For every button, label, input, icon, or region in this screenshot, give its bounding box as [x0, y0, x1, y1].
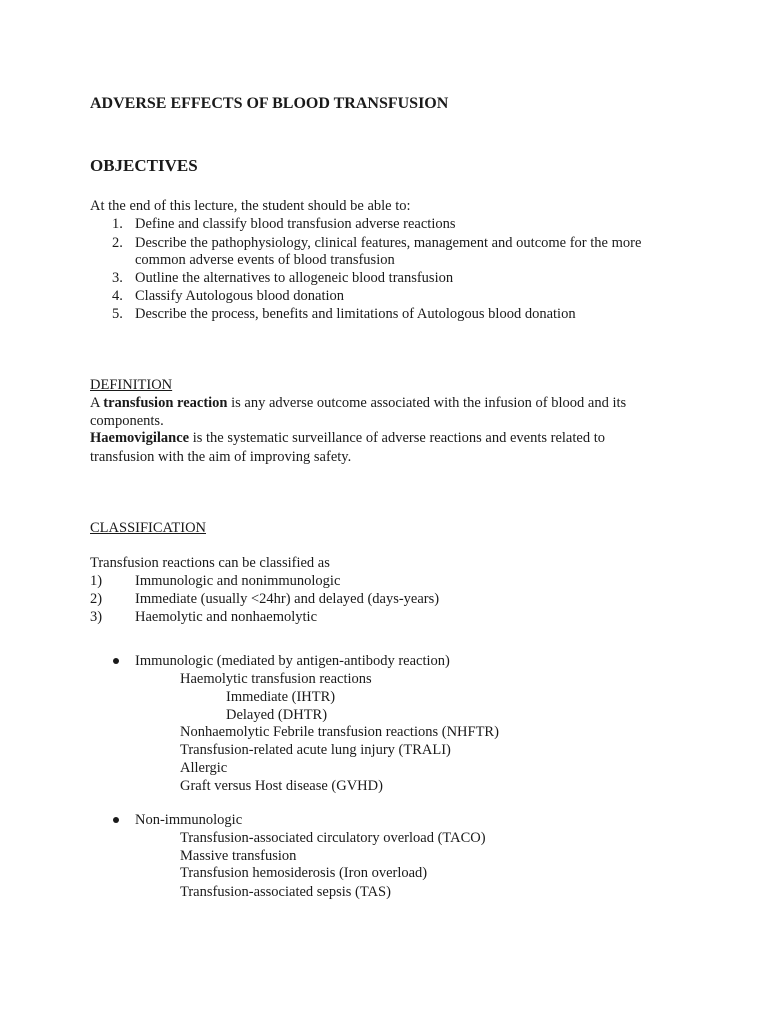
- immunologic-label: Immunologic (mediated by antigen-antibody reaction): [135, 653, 450, 669]
- classification-number: 3): [90, 609, 103, 625]
- definition-line-1: [90, 394, 626, 412]
- classification-text: Haemolytic and nonhaemolytic: [135, 609, 318, 625]
- document-title: ADVERSE EFFECTS OF BLOOD TRANSFUSION: [90, 95, 449, 112]
- nonimmunologic-item: Massive transfusion: [180, 848, 297, 864]
- delayed-dhtr: Delayed (DHTR): [226, 707, 328, 723]
- objective-text: Define and classify blood transfusion adverse reactions: [135, 216, 456, 232]
- definition-heading: DEFINITION: [90, 377, 173, 393]
- objective-number: 5.: [112, 306, 123, 322]
- nonimmunologic-item: Transfusion-associated sepsis (TAS): [180, 884, 391, 900]
- term-transfusion-reaction: transfusion reaction: [103, 395, 228, 411]
- definition-line-4: transfusion with the aim of improving safety.: [90, 449, 352, 465]
- classification-number: 2): [90, 591, 103, 607]
- immunologic-item: Allergic: [180, 760, 228, 776]
- definition-line-3: [90, 429, 605, 447]
- immunologic-item: Nonhaemolytic Febrile transfusion reactions (NHFTR): [180, 724, 499, 740]
- definition-line-2: components.: [90, 413, 164, 429]
- bullet-icon: [113, 817, 119, 823]
- objective-text: Classify Autologous blood donation: [135, 288, 345, 304]
- immediate-ihtr: Immediate (IHTR): [226, 689, 336, 705]
- objective-text-continued: common adverse events of blood transfusion: [135, 252, 395, 268]
- classification-text: Immediate (usually <24hr) and delayed (days-years): [135, 591, 440, 607]
- definition-prefix: A: [90, 395, 104, 411]
- immunologic-item: Transfusion-related acute lung injury (TRALI): [180, 742, 451, 758]
- objective-text: Outline the alternatives to allogeneic blood transfusion: [135, 270, 454, 286]
- classification-intro: Transfusion reactions can be classified as: [90, 555, 330, 571]
- nonimmunologic-label: Non-immunologic: [135, 812, 243, 828]
- objective-number: 1.: [112, 216, 123, 232]
- haemolytic-reactions: Haemolytic transfusion reactions: [180, 671, 372, 687]
- objective-number: 3.: [112, 270, 123, 286]
- objectives-intro: At the end of this lecture, the student should be able to:: [90, 198, 411, 214]
- classification-text: Immunologic and nonimmunologic: [135, 573, 341, 589]
- objective-number: 4.: [112, 288, 123, 304]
- classification-number: 1): [90, 573, 103, 589]
- term-haemovigilance: Haemovigilance: [90, 430, 190, 446]
- bullet-icon: [113, 658, 119, 664]
- objective-number: 2.: [112, 235, 123, 251]
- objectives-heading: OBJECTIVES: [90, 156, 198, 175]
- definition-rest: is the systematic surveillance of adverse reactions and events related to: [189, 430, 605, 446]
- nonimmunologic-item: Transfusion hemosiderosis (Iron overload): [180, 865, 428, 881]
- classification-heading: CLASSIFICATION: [90, 520, 207, 536]
- definition-rest: is any adverse outcome associated with the infusion of blood and its: [227, 395, 627, 411]
- objective-text: Describe the process, benefits and limitations of Autologous blood donation: [135, 306, 576, 322]
- immunologic-item: Graft versus Host disease (GVHD): [180, 778, 383, 794]
- nonimmunologic-item: Transfusion-associated circulatory overload (TACO): [180, 830, 486, 846]
- objective-text: Describe the pathophysiology, clinical features, management and outcome for the more: [135, 235, 642, 251]
